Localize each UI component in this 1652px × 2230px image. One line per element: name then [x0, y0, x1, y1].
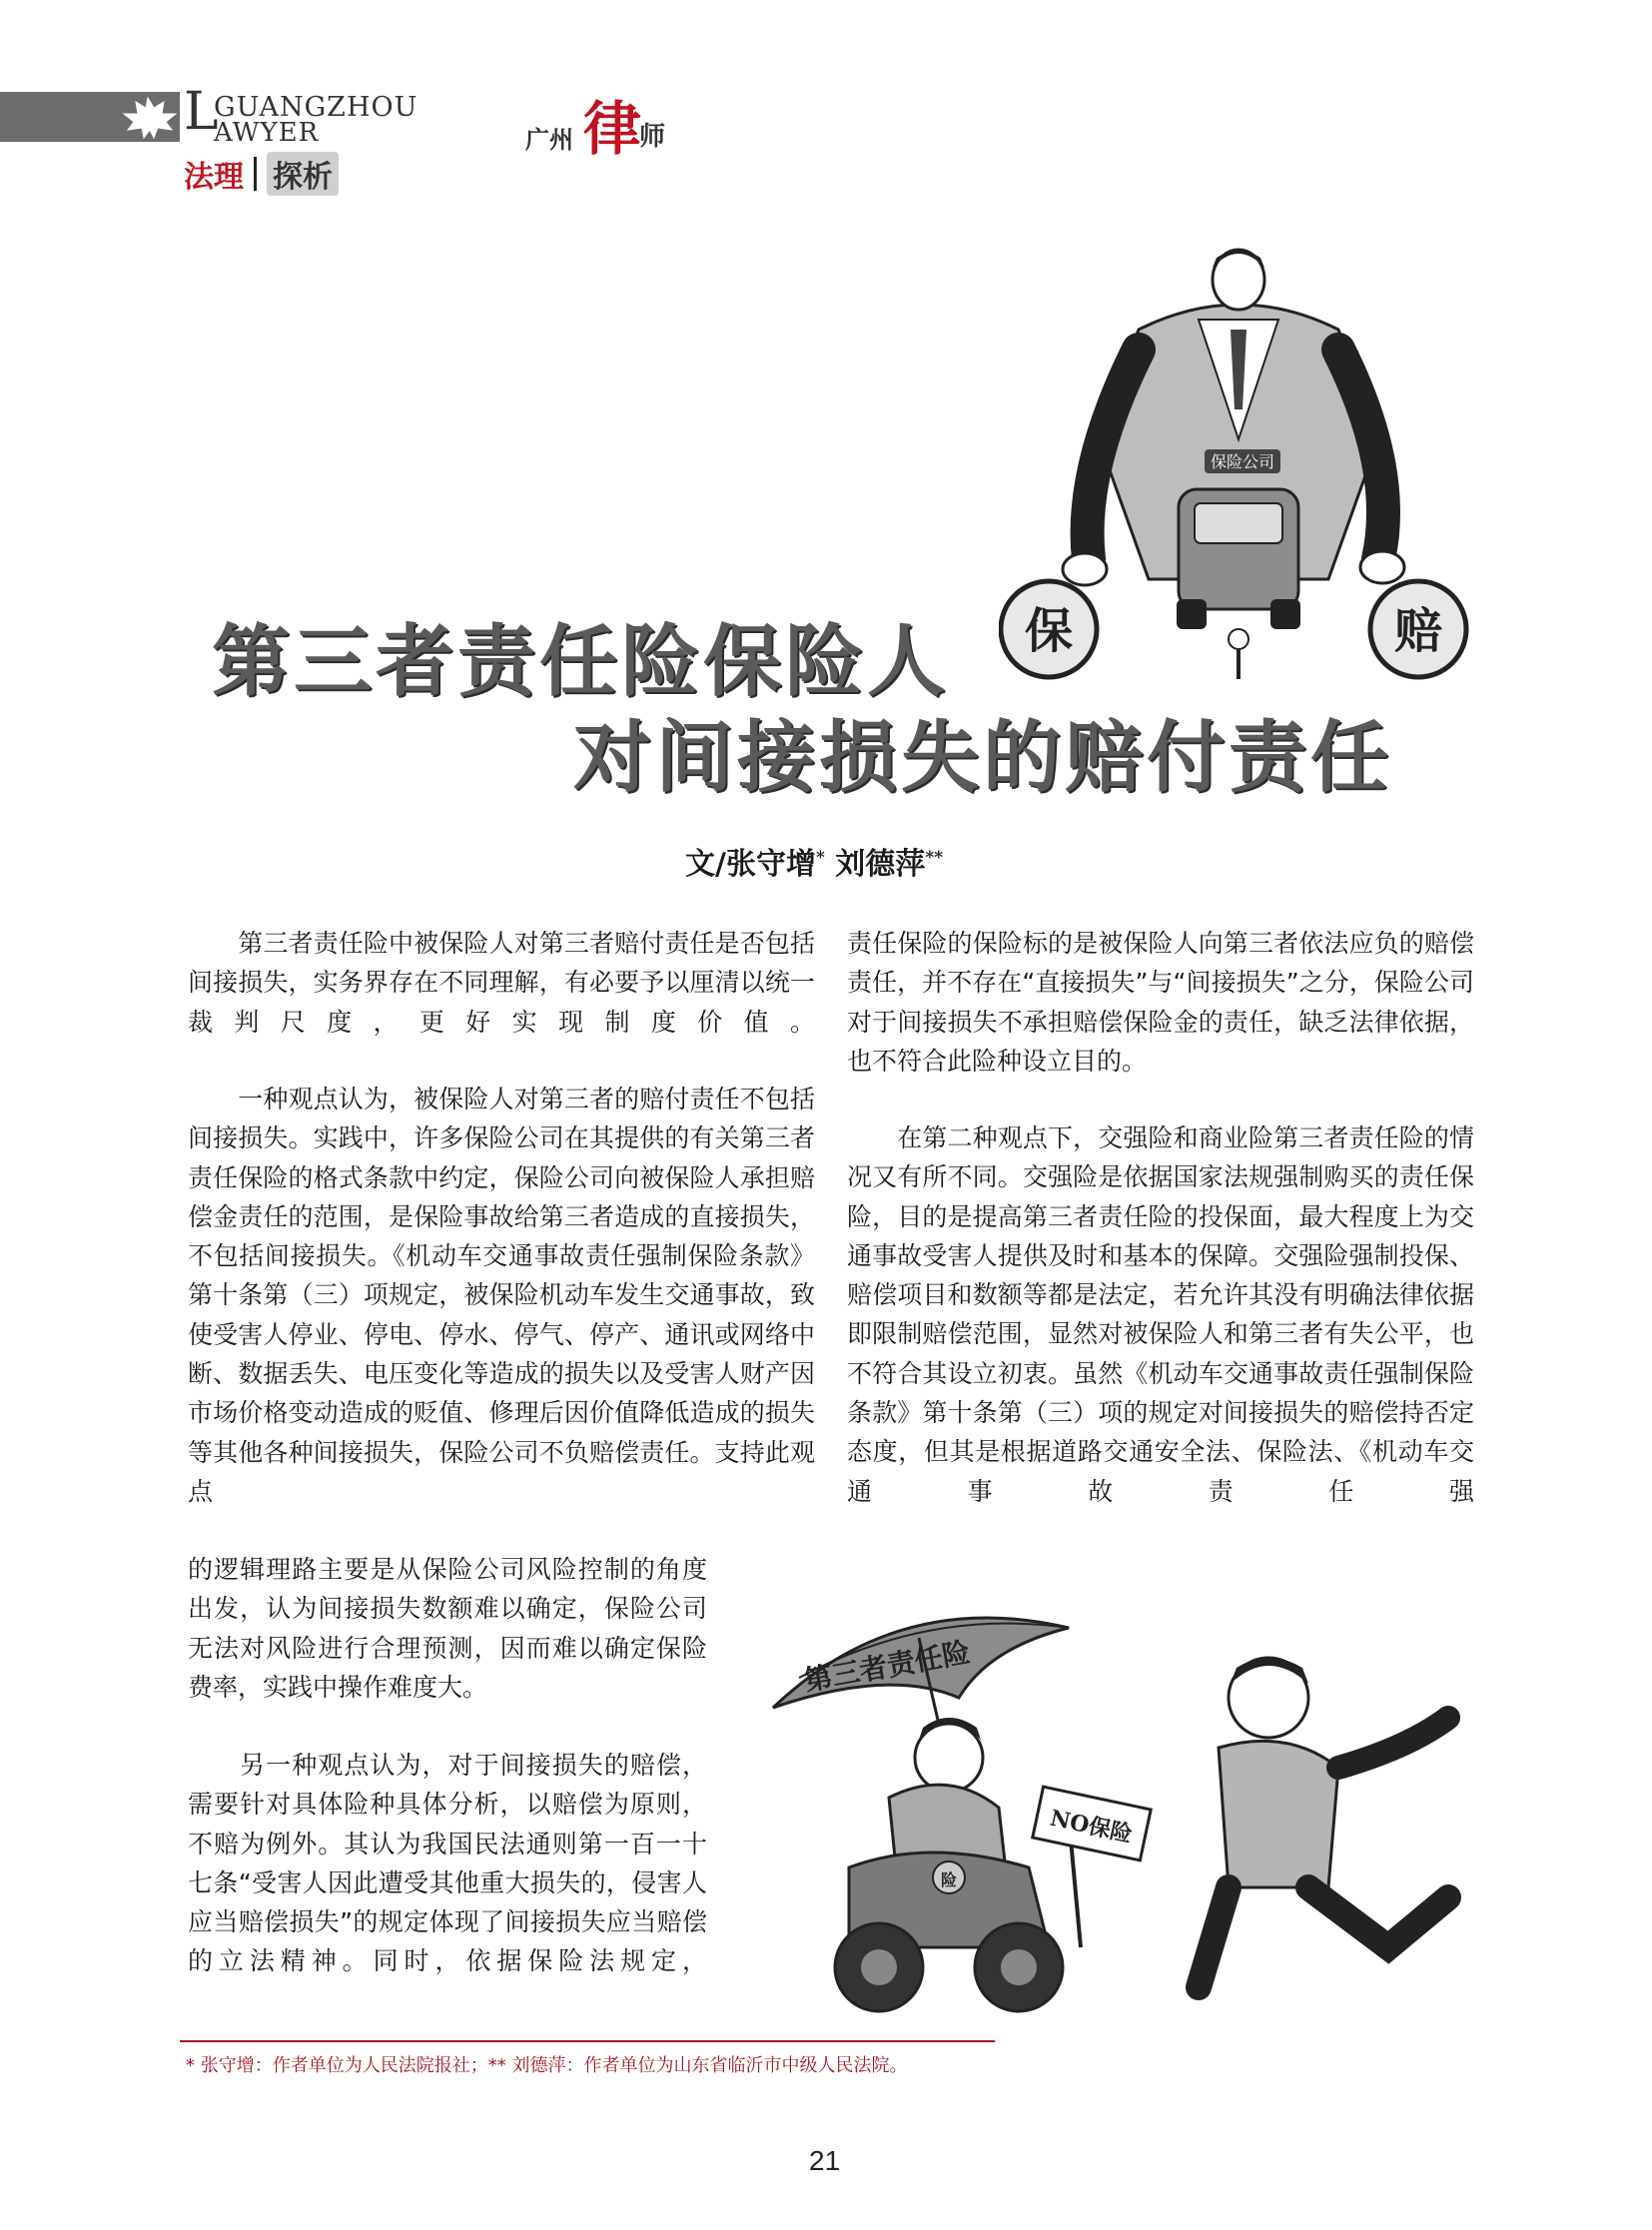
scooter-plate: 险	[940, 1870, 958, 1889]
section-tag	[184, 152, 339, 196]
paragraph-2-continued	[188, 1550, 707, 1750]
paragraph-3	[188, 1746, 707, 2025]
umbrella-label: 第三者责任险	[801, 1635, 973, 1698]
section-main: 法理	[184, 160, 244, 195]
section-sub: 探析	[267, 152, 339, 196]
coin-bao	[1001, 581, 1097, 677]
paragraph-1	[188, 924, 815, 1040]
logo-guangzhou-cn: 广州	[525, 126, 573, 154]
paragraph-5	[847, 1118, 1474, 1558]
maple-leaf-icon	[118, 94, 182, 142]
logo-shi-character: 师	[639, 122, 666, 152]
author-1-mark: *	[815, 848, 825, 868]
article-byline	[685, 839, 943, 883]
paragraph-3-text: 另一种观点认为，对于间接损失的赔偿，需要针对具体险种具体分析，以赔偿为原则，不赔为例外。其认为我国民法通则第一百一十七条“受害人因此遭受其他重大损失的，侵害人应当赔偿损失”的规定体现了间接损失应当赔偿的立法精神。同时，依据保险法规定，	[188, 1751, 707, 1976]
author-2: 刘德萍	[824, 847, 926, 882]
author-1: 文/张守增	[685, 847, 816, 882]
author-2-mark: **	[925, 848, 944, 868]
badge-text: 保险公司	[1210, 452, 1275, 471]
article-title-line1: 第三者责任险保险人	[212, 617, 950, 707]
coin-pei	[1370, 581, 1466, 677]
paragraph-1-text: 第三者责任险中被保险人对第三者赔付责任是否包括间接损失，实务界存在不同理解，有必要予以厘清以统一裁判尺度，更好实现制度价值。	[188, 929, 815, 1037]
paragraph-2-text: 一种观点认为，被保险人对第三者的赔付责任不包括间接损失。实践中，许多保险公司在其提供的有关第三者责任保险的格式条款中约定，保险公司向被保险人承担赔偿金责任的范围，是保险事故给第三者造成的直接损失，不包括间接损失。《机动车交通事故责任强制保险条款》第十条第（三）项规定，被保险机动车发生交通事故，致使受害人停业、停电、停水、停气、停产、通讯或网络中断、数据丢失、电压变化等造成的损失以及受害人财产因市场价格变动造成的贬值、修理后因价值降低造成的损失等其他各种间接损失，保险公司不负赔偿责任。支持此观点	[188, 1085, 815, 1506]
logo-initial: L	[184, 82, 219, 142]
paragraph-5-text: 在第二种观点下，交强险和商业险第三者责任险的情况又有所不同。交强险是依据国家法规强制购买的责任保险，目的是提高第三者责任险的投保面，最大程度上为交通事故受害人提供及时和基本的保障。交强险强制投保、赔偿项目和数额等都是法定，若允许其没有明确法律依据即限制赔偿范围，显然对被保险人和第三者有失公平，也不符合其设立初衷。虽然《机动车交通事故责任强制保险条款》第十条第（三）项的规定对间接损失的赔偿持否定态度，但其是根据道路交通安全法、保险法、《机动车交通事故责任强	[847, 1123, 1474, 1506]
paragraph-2	[188, 1080, 815, 1550]
paragraph-2b-text: 的逻辑理路主要是从保险公司风险控制的角度出发，认为间接损失数额难以确定，保险公司无法对风险进行合理预测，因而难以确定保险费率，实践中操作难度大。	[188, 1555, 707, 1702]
logo-lv-character: 律	[583, 95, 642, 163]
article-title-line2: 对间接损失的赔付责任	[573, 713, 1393, 803]
svg-text:赔: 赔	[1393, 603, 1443, 659]
scooter-cartoon	[769, 1568, 1474, 2037]
footnote-rule	[180, 2040, 995, 2042]
paragraph-4	[847, 924, 1474, 1123]
svg-text:保: 保	[1024, 603, 1074, 659]
paragraph-4-text: 责任保险的保险标的是被保险人向第三者依法应负的赔偿责任，并不存在“直接损失”与“间接损失”之分，保险公司对于间接损失不承担赔偿保险金的责任，缺乏法律依据，也不符合此险种设立目的。	[847, 929, 1474, 1076]
no-insurance-sign: NO保险	[1047, 1805, 1135, 1849]
insurer-cartoon	[999, 240, 1478, 689]
logo-guangzhou: GUANGZHOU	[214, 92, 418, 123]
section-divider	[254, 157, 257, 191]
page-number: 21	[809, 2145, 841, 2176]
author-footnote: * 张守增：作者单位为人民法院报社；** 刘德萍：作者单位为山东省临沂市中级人民法院。	[186, 2055, 908, 2076]
logo-lawyer: AWYER	[214, 118, 320, 148]
